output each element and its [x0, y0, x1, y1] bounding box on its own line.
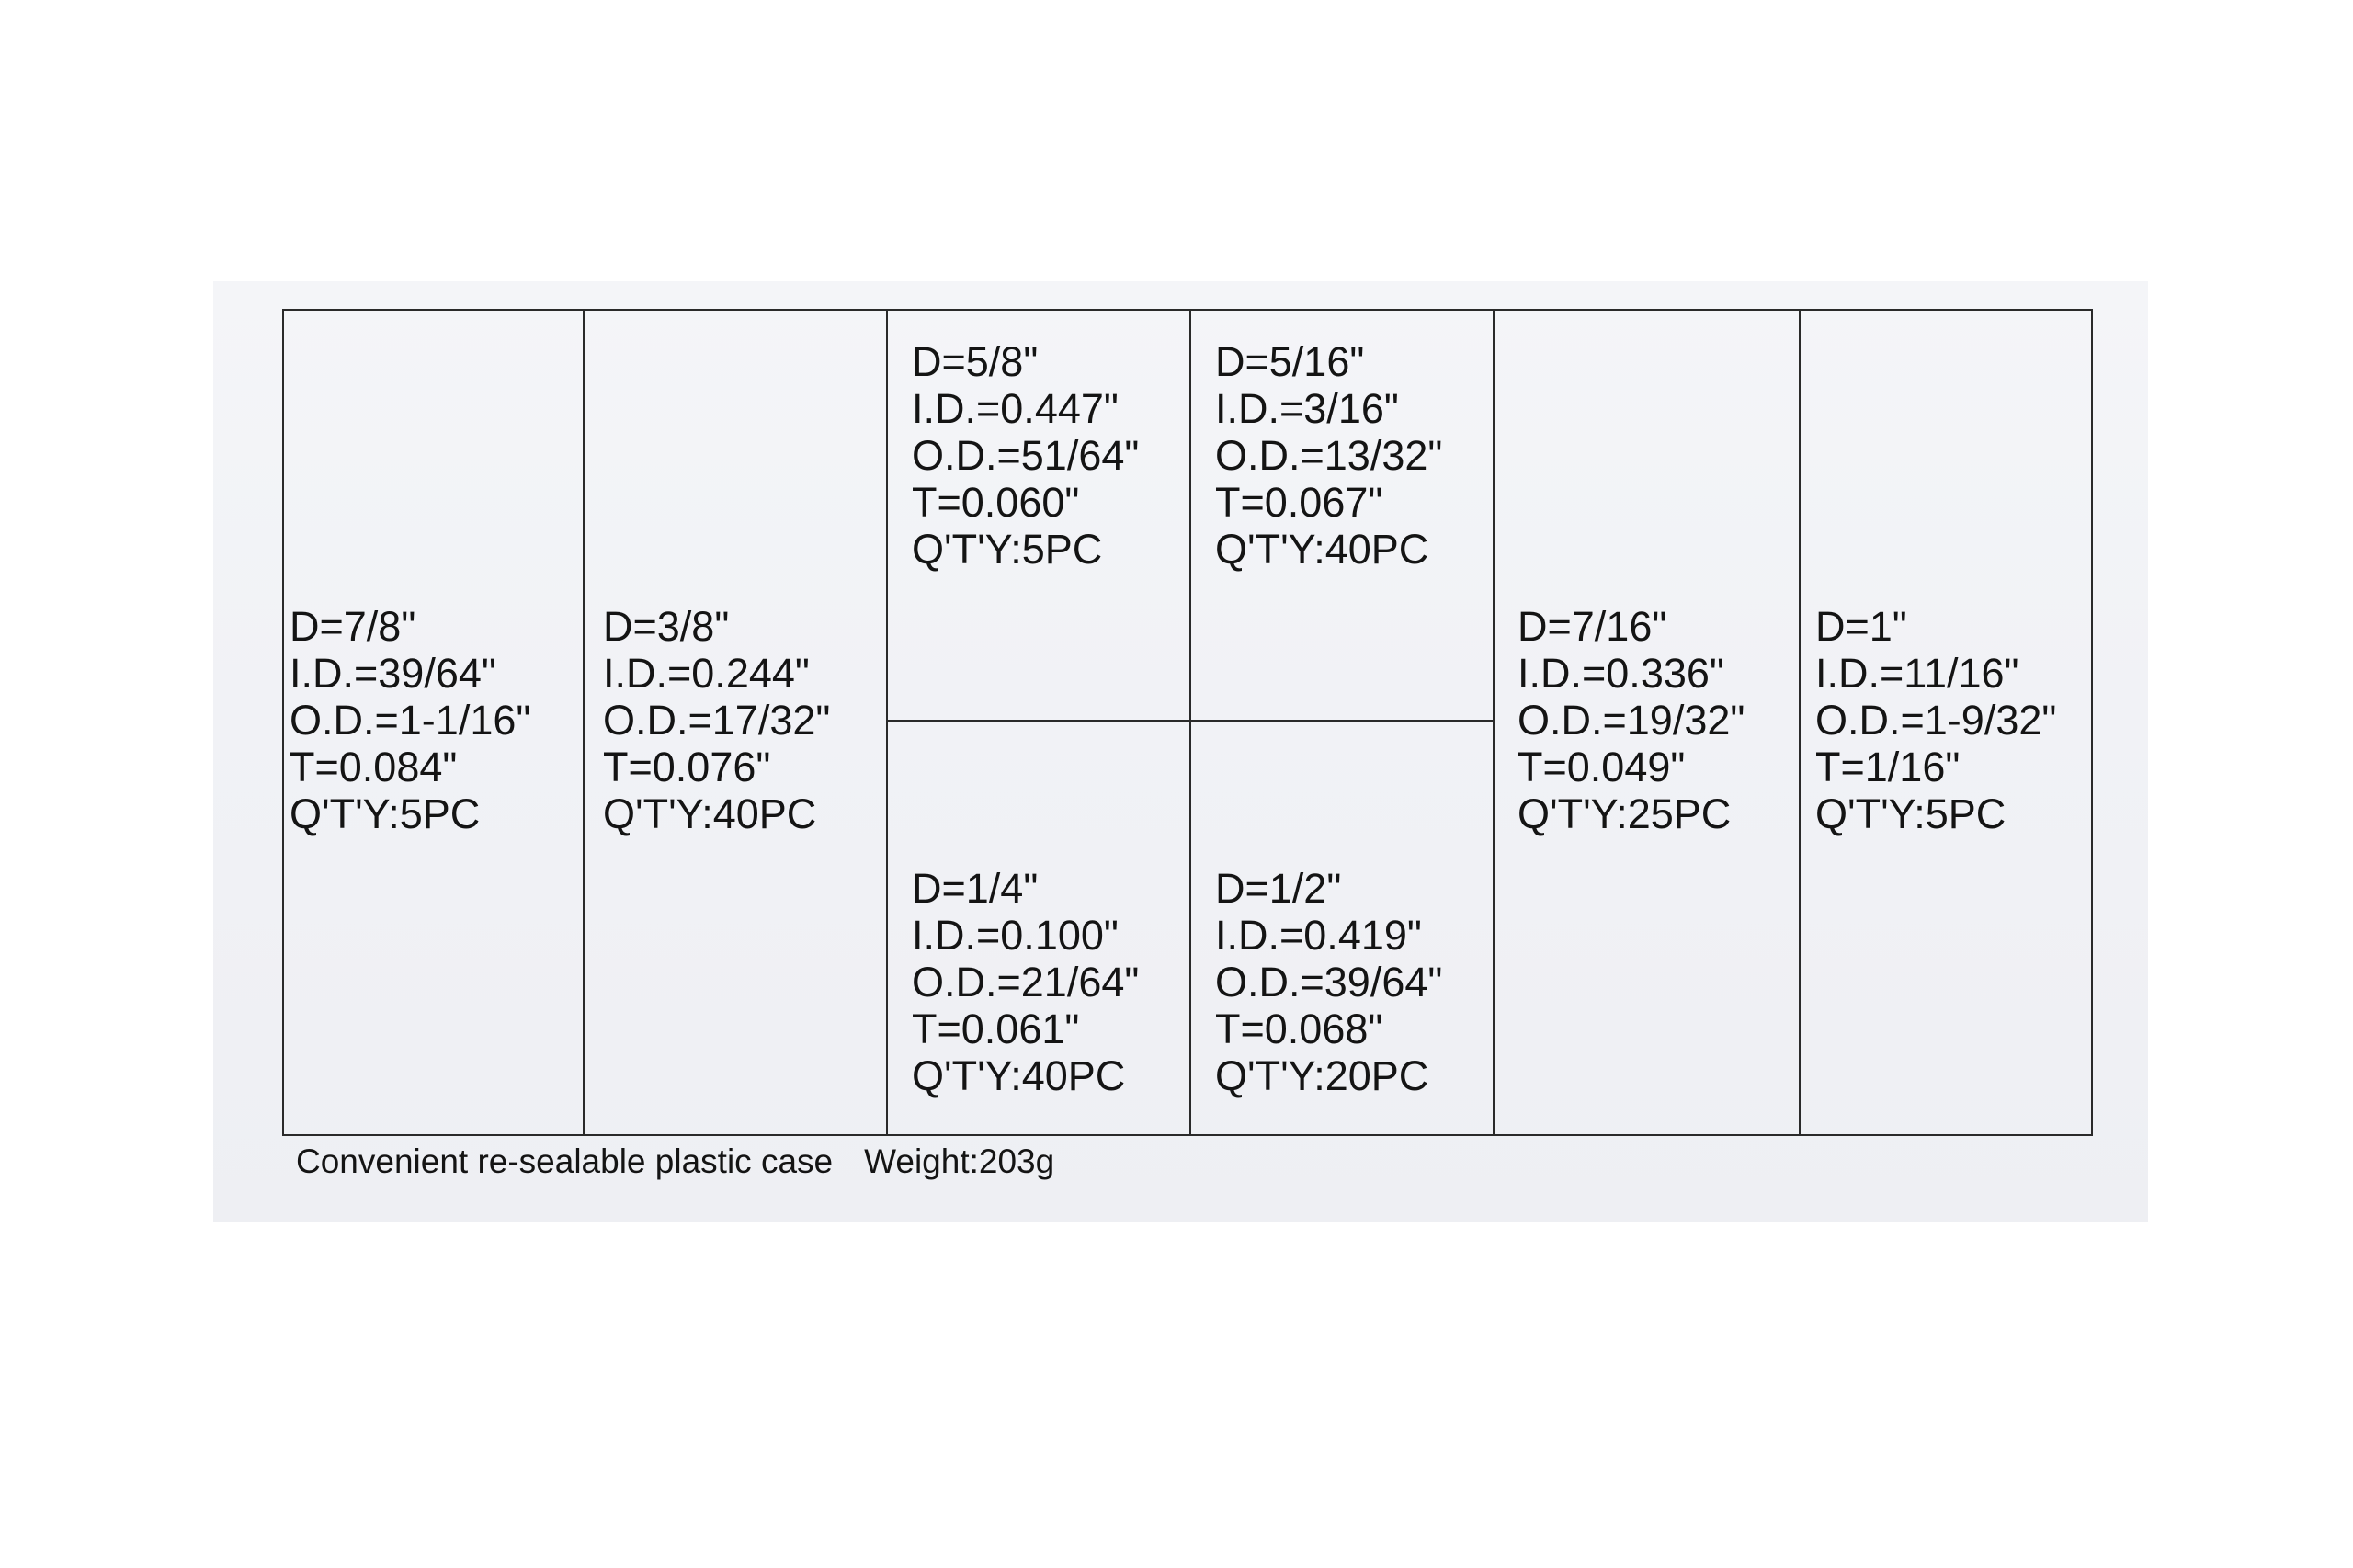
spec-cell-d-7-16: [1518, 603, 1745, 837]
column-divider: [1493, 311, 1495, 1134]
spec-qty: Q'T'Y:40PC: [912, 1052, 1126, 1099]
spec-d: D=5/16": [1215, 338, 1365, 385]
spec-qty: Q'T'Y:40PC: [603, 790, 817, 837]
spec-d: D=3/8": [603, 603, 730, 650]
spec-t: T=0.060": [912, 479, 1080, 526]
column-divider: [1799, 311, 1801, 1134]
spec-t: T=0.061": [912, 1006, 1080, 1052]
spec-id: I.D.=0.447": [912, 385, 1119, 432]
spec-od: O.D.=13/32": [1215, 432, 1443, 479]
spec-t: T=0.067": [1215, 479, 1383, 526]
spec-qty: Q'T'Y:5PC: [912, 526, 1103, 573]
spec-id: I.D.=11/16": [1815, 650, 2019, 697]
spec-cell-d-3-8: [603, 603, 830, 837]
spec-t: T=0.076": [603, 744, 771, 790]
spec-t: T=0.068": [1215, 1006, 1383, 1052]
case-note: Convenient re-sealable plastic case: [296, 1142, 834, 1180]
spec-d: D=5/8": [912, 338, 1039, 385]
spec-id: I.D.=0.100": [912, 912, 1119, 959]
spec-cell-d-7-8: [290, 603, 530, 837]
spec-id: I.D.=3/16": [1215, 385, 1399, 432]
spec-t: T=0.049": [1518, 744, 1686, 790]
spec-table: [282, 309, 2093, 1136]
column-divider: [583, 311, 585, 1134]
spec-t: T=1/16": [1815, 744, 1961, 790]
spec-qty: Q'T'Y:5PC: [1815, 790, 2006, 837]
spec-od: O.D.=1-1/16": [290, 697, 531, 744]
spec-od: O.D.=17/32": [603, 697, 831, 744]
spec-d: D=1": [1815, 603, 1907, 650]
row-divider: [886, 720, 1495, 722]
spec-d: D=7/8": [290, 603, 416, 650]
spec-id: I.D.=39/64": [290, 650, 496, 697]
spec-qty: Q'T'Y:20PC: [1215, 1052, 1429, 1099]
spec-d: D=1/4": [912, 865, 1039, 912]
spec-id: I.D.=0.336": [1518, 650, 1724, 697]
spec-d: D=1/2": [1215, 865, 1342, 912]
spec-cell-d-5-8: [912, 338, 1139, 573]
spec-od: O.D.=39/64": [1215, 959, 1443, 1006]
spec-qty: Q'T'Y:5PC: [290, 790, 481, 837]
printed-spec-sheet: [213, 281, 2148, 1222]
footer-caption: [296, 1142, 1054, 1182]
spec-od: O.D.=51/64": [912, 432, 1140, 479]
spec-d: D=7/16": [1518, 603, 1667, 650]
spec-id: I.D.=0.244": [603, 650, 810, 697]
spec-cell-d-5-16: [1215, 338, 1442, 573]
spec-od: O.D.=21/64": [912, 959, 1140, 1006]
column-divider: [886, 311, 888, 1134]
spec-t: T=0.084": [290, 744, 458, 790]
weight-label: Weight:203g: [864, 1142, 1055, 1180]
spec-qty: Q'T'Y:40PC: [1215, 526, 1429, 573]
spec-cell-d-1-4: [912, 865, 1139, 1099]
spec-cell-d-1: [1815, 603, 2056, 837]
spec-od: O.D.=1-9/32": [1815, 697, 2057, 744]
spec-id: I.D.=0.419": [1215, 912, 1422, 959]
spec-cell-d-1-2: [1215, 865, 1442, 1099]
column-divider: [1189, 311, 1191, 1134]
spec-qty: Q'T'Y:25PC: [1518, 790, 1732, 837]
spec-od: O.D.=19/32": [1518, 697, 1745, 744]
